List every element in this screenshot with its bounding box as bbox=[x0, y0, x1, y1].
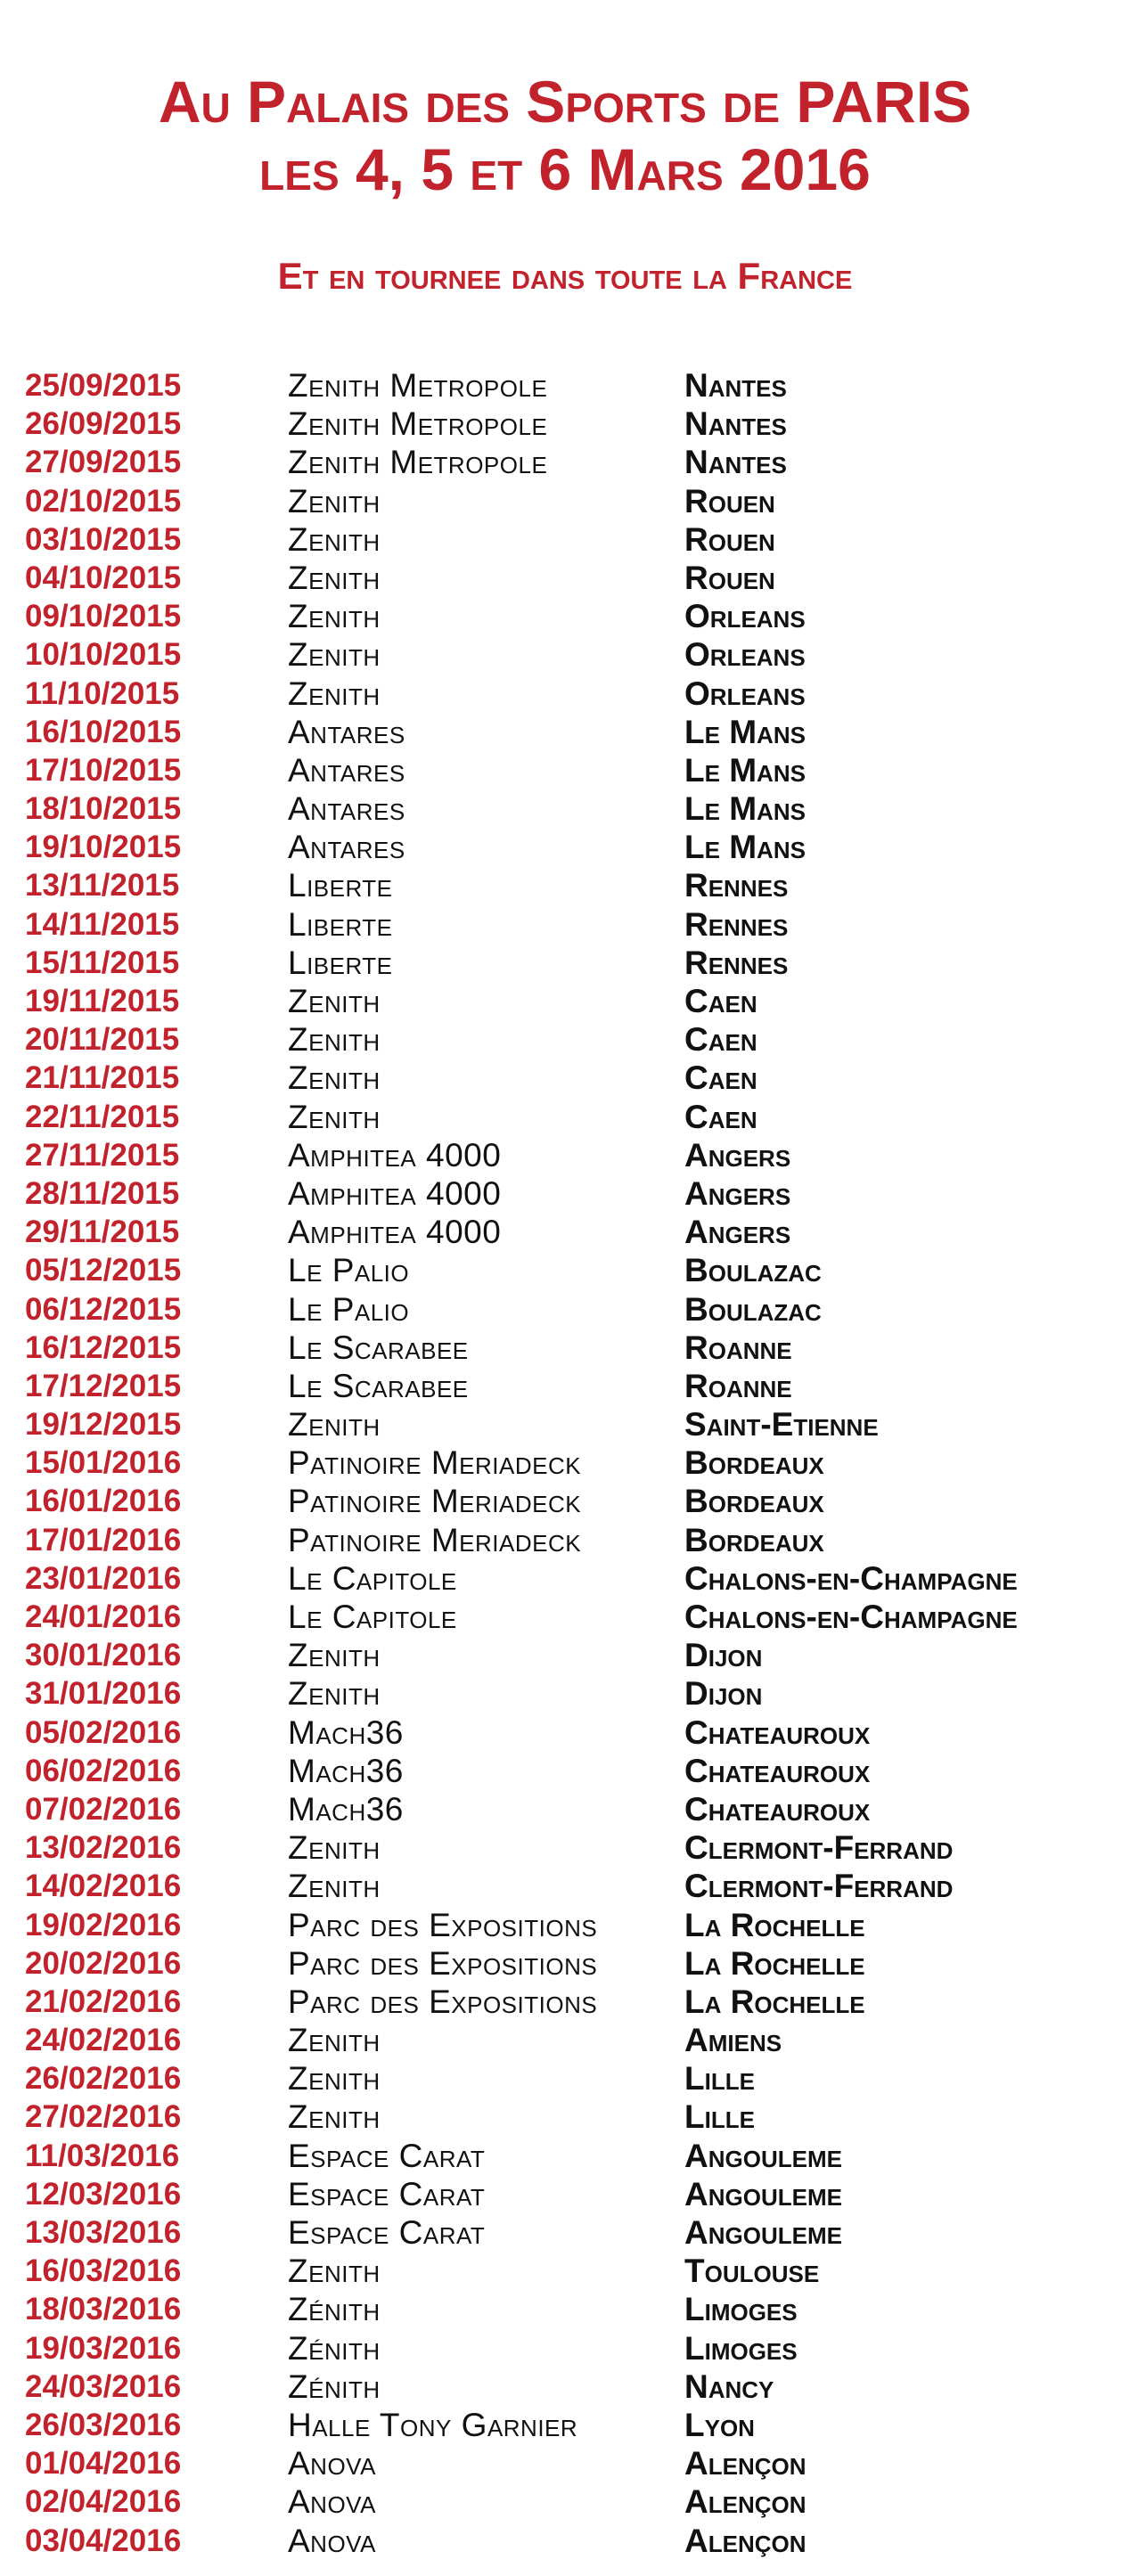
tour-date: 06/12/2015 bbox=[25, 1291, 182, 1327]
tour-venue: Espace Carat bbox=[288, 2137, 486, 2174]
tour-city: Limoges bbox=[684, 2329, 798, 2367]
tour-venue: Le Palio bbox=[288, 1252, 410, 1289]
tour-city: Chalons-en-Champagne bbox=[684, 1559, 1018, 1597]
tour-date: 04/10/2015 bbox=[25, 560, 182, 595]
tour-date: 10/10/2015 bbox=[25, 637, 182, 673]
tour-date: 27/09/2015 bbox=[25, 445, 182, 480]
tour-city: Rouen bbox=[684, 559, 775, 596]
tour-date: 17/10/2015 bbox=[25, 752, 182, 788]
tour-venue: Zenith bbox=[288, 675, 381, 712]
tour-date-row bbox=[0, 1983, 1130, 2021]
tour-city: Angers bbox=[684, 1174, 791, 1212]
tour-date-row bbox=[0, 1482, 1130, 1520]
tour-date: 05/02/2016 bbox=[25, 1714, 182, 1750]
tour-city: Chalons-en-Champagne bbox=[684, 1599, 1018, 1635]
tour-city: Clermont-Ferrand bbox=[684, 1868, 954, 1905]
tour-date-row bbox=[0, 1598, 1130, 1636]
tour-date-row bbox=[0, 1367, 1130, 1405]
tour-venue: Zenith bbox=[288, 983, 381, 1019]
tour-city: Angouleme bbox=[684, 2175, 842, 2212]
tour-city: La Rochelle bbox=[684, 1983, 865, 2020]
tour-date-row bbox=[0, 1059, 1130, 1097]
tour-venue: Le Capitole bbox=[288, 1599, 457, 1635]
tour-city: Chateauroux bbox=[684, 1752, 871, 1789]
tour-date-row bbox=[0, 2329, 1130, 2367]
tour-city: Angers bbox=[684, 1214, 791, 1251]
page-title: Au Palais des Sports de PARIS bbox=[158, 69, 972, 135]
tour-date-row bbox=[0, 2522, 1130, 2560]
tour-date-row bbox=[0, 1636, 1130, 1674]
tour-date-row bbox=[0, 1521, 1130, 1559]
tour-city: Nantes bbox=[684, 367, 787, 404]
tour-city: Angers bbox=[684, 1136, 791, 1174]
tour-date: 24/01/2016 bbox=[25, 1599, 182, 1634]
tour-city: Dijon bbox=[684, 1637, 763, 1674]
tour-venue: Zenith Metropole bbox=[288, 367, 548, 404]
tour-city: Orleans bbox=[684, 636, 806, 674]
tour-venue: Parc des Expositions bbox=[288, 1944, 598, 1982]
tour-city: Le Mans bbox=[684, 751, 806, 789]
tour-date: 19/03/2016 bbox=[25, 2330, 182, 2366]
tour-venue: Antares bbox=[288, 751, 405, 789]
tour-venue: Amphitea 4000 bbox=[288, 1214, 502, 1251]
tour-date-row bbox=[0, 559, 1130, 597]
tour-venue: Zénith bbox=[288, 2291, 381, 2328]
tour-venue: Le Capitole bbox=[288, 1559, 457, 1597]
tour-date-row bbox=[0, 1713, 1130, 1752]
tour-city: Orleans bbox=[684, 675, 806, 712]
tour-venue: Zenith bbox=[288, 2253, 381, 2290]
tour-date: 25/09/2015 bbox=[25, 368, 182, 403]
tour-venue: Mach36 bbox=[288, 1713, 404, 1751]
tour-date-row bbox=[0, 1251, 1130, 1289]
tour-date-row bbox=[0, 2290, 1130, 2328]
tour-date: 21/02/2016 bbox=[25, 1983, 182, 2019]
tour-date-row bbox=[0, 1559, 1130, 1598]
tour-date: 17/01/2016 bbox=[25, 1522, 182, 1558]
tour-date: 27/02/2016 bbox=[25, 2099, 182, 2135]
tour-city: Chateauroux bbox=[684, 1713, 871, 1751]
page-title-dates: les 4, 5 et 6 Mars 2016 bbox=[259, 136, 871, 202]
tour-venue: Zenith bbox=[288, 1637, 381, 1674]
tour-date: 13/02/2016 bbox=[25, 1830, 182, 1866]
tour-city: Angouleme bbox=[684, 2214, 842, 2251]
tour-date-row bbox=[0, 366, 1130, 405]
tour-date-row bbox=[0, 982, 1130, 1020]
tour-venue: Parc des Expositions bbox=[288, 1983, 598, 2020]
tour-date: 16/03/2016 bbox=[25, 2253, 182, 2289]
tour-venue: Zenith bbox=[288, 1829, 381, 1867]
tour-date: 20/02/2016 bbox=[25, 1945, 182, 1981]
tour-date-row bbox=[0, 2213, 1130, 2252]
tour-venue: Mach36 bbox=[288, 1790, 404, 1828]
tour-venue: Zenith bbox=[288, 2060, 381, 2098]
tour-venue: Parc des Expositions bbox=[288, 1906, 598, 1943]
tour-venue: Zenith Metropole bbox=[288, 405, 548, 443]
tour-venue: Patinoire Meriadeck bbox=[288, 1483, 582, 1520]
tour-date: 15/01/2016 bbox=[25, 1445, 182, 1481]
tour-city: Caen bbox=[684, 1021, 757, 1059]
tour-city: Alençon bbox=[684, 2483, 807, 2521]
tour-date: 02/10/2015 bbox=[25, 483, 182, 519]
tour-date: 24/02/2016 bbox=[25, 2023, 182, 2058]
tour-venue: Zenith bbox=[288, 559, 381, 596]
tour-venue: Liberte bbox=[288, 905, 393, 943]
tour-venue: Mach36 bbox=[288, 1752, 404, 1789]
tour-venue: Le Scarabee bbox=[288, 1367, 469, 1404]
tour-date: 24/03/2016 bbox=[25, 2368, 182, 2404]
tour-date-row bbox=[0, 1405, 1130, 1443]
tour-city: Bordeaux bbox=[684, 1444, 824, 1482]
tour-city: Boulazac bbox=[684, 1252, 822, 1289]
tour-date: 01/04/2016 bbox=[25, 2446, 182, 2482]
tour-date-row bbox=[0, 2406, 1130, 2444]
tour-venue: Zenith bbox=[288, 1021, 381, 1059]
tour-venue: Antares bbox=[288, 829, 405, 866]
tour-date: 17/12/2015 bbox=[25, 1368, 182, 1403]
tour-city: Rennes bbox=[684, 905, 789, 943]
tour-date-row bbox=[0, 905, 1130, 944]
tour-date-row bbox=[0, 1174, 1130, 1213]
tour-date: 26/02/2016 bbox=[25, 2061, 182, 2097]
tour-date: 30/01/2016 bbox=[25, 1638, 182, 1673]
tour-venue: Zenith bbox=[288, 636, 381, 674]
tour-date: 16/12/2015 bbox=[25, 1329, 182, 1365]
tour-date: 13/11/2015 bbox=[25, 868, 180, 904]
tour-city: Rouen bbox=[684, 520, 775, 558]
tour-venue: Zenith bbox=[288, 598, 381, 635]
tour-date-row bbox=[0, 2021, 1130, 2059]
tour-city: Alençon bbox=[684, 2522, 807, 2559]
tour-city: Boulazac bbox=[684, 1290, 822, 1328]
tour-venue: Espace Carat bbox=[288, 2214, 486, 2251]
tour-date-row bbox=[0, 443, 1130, 481]
tour-city: Le Mans bbox=[684, 713, 806, 750]
tour-date: 29/11/2015 bbox=[25, 1214, 180, 1250]
tour-date: 02/04/2016 bbox=[25, 2484, 182, 2520]
tour-venue: Le Scarabee bbox=[288, 1329, 469, 1366]
tour-date: 11/03/2016 bbox=[25, 2138, 180, 2173]
tour-venue: Zenith bbox=[288, 482, 381, 519]
tour-date-row bbox=[0, 751, 1130, 789]
tour-date: 03/10/2015 bbox=[25, 521, 182, 557]
tour-date-row bbox=[0, 1828, 1130, 1867]
tour-schedule bbox=[0, 366, 1130, 2560]
tour-date-row bbox=[0, 1790, 1130, 1828]
tour-city: Lille bbox=[684, 2098, 755, 2136]
tour-date-row bbox=[0, 1213, 1130, 1251]
tour-date: 19/11/2015 bbox=[25, 984, 180, 1018]
tour-venue: Halle Tony Garnier bbox=[288, 2406, 578, 2443]
tour-date-row bbox=[0, 2482, 1130, 2521]
tour-city: Alençon bbox=[684, 2445, 807, 2482]
tour-venue: Zenith Metropole bbox=[288, 444, 548, 481]
tour-venue: Anova bbox=[288, 2483, 376, 2521]
tour-date-row bbox=[0, 944, 1130, 982]
tour-date-row bbox=[0, 1944, 1130, 1983]
tour-venue: Le Palio bbox=[288, 1290, 410, 1328]
tour-city: Bordeaux bbox=[684, 1521, 824, 1558]
tour-date: 07/02/2016 bbox=[25, 1791, 182, 1827]
tour-venue: Liberte bbox=[288, 944, 393, 981]
tour-date: 13/03/2016 bbox=[25, 2215, 182, 2250]
tour-date: 14/02/2016 bbox=[25, 1869, 182, 1904]
tour-date-row bbox=[0, 1867, 1130, 1905]
tour-date: 06/02/2016 bbox=[25, 1753, 182, 1788]
tour-date-row bbox=[0, 2367, 1130, 2406]
tour-city: Roanne bbox=[684, 1367, 792, 1404]
tour-venue: Zenith bbox=[288, 1059, 381, 1097]
tour-date: 27/11/2015 bbox=[25, 1137, 180, 1173]
tour-date-row bbox=[0, 828, 1130, 866]
tour-city: Lille bbox=[684, 2060, 755, 2098]
tour-city: Caen bbox=[684, 1059, 757, 1097]
tour-city: Limoges bbox=[684, 2291, 798, 2328]
tour-date-row bbox=[0, 1020, 1130, 1059]
tour-date: 19/10/2015 bbox=[25, 830, 182, 865]
tour-date-row bbox=[0, 1136, 1130, 1174]
page-subtitle: Et en tournee dans toute la France bbox=[277, 255, 853, 297]
tour-date-row bbox=[0, 1290, 1130, 1329]
tour-date-row bbox=[0, 405, 1130, 443]
tour-date-row bbox=[0, 789, 1130, 828]
tour-venue: Liberte bbox=[288, 867, 393, 904]
tour-date: 16/01/2016 bbox=[25, 1484, 182, 1519]
tour-date-row bbox=[0, 1906, 1130, 1944]
tour-city: Clermont-Ferrand bbox=[684, 1829, 954, 1867]
tour-city: Saint-Etienne bbox=[684, 1406, 879, 1443]
tour-city: Caen bbox=[684, 983, 757, 1019]
tour-venue: Zenith bbox=[288, 1675, 381, 1713]
tour-date-row bbox=[0, 1752, 1130, 1790]
tour-city: Angouleme bbox=[684, 2137, 842, 2174]
tour-date-row bbox=[0, 713, 1130, 751]
tour-city: Amiens bbox=[684, 2022, 782, 2059]
tour-venue: Antares bbox=[288, 790, 405, 828]
tour-venue: Anova bbox=[288, 2522, 376, 2559]
tour-date: 19/02/2016 bbox=[25, 1907, 182, 1942]
tour-date: 16/10/2015 bbox=[25, 714, 182, 749]
tour-venue: Zenith bbox=[288, 2022, 381, 2059]
tour-date-row bbox=[0, 1443, 1130, 1482]
tour-date: 28/11/2015 bbox=[25, 1175, 180, 1211]
tour-city: Le Mans bbox=[684, 790, 806, 828]
tour-date: 12/03/2016 bbox=[25, 2176, 182, 2212]
tour-date: 18/10/2015 bbox=[25, 791, 182, 827]
tour-venue: Espace Carat bbox=[288, 2175, 486, 2212]
tour-date-row bbox=[0, 482, 1130, 520]
tour-date: 11/10/2015 bbox=[25, 675, 180, 711]
tour-date-row bbox=[0, 1329, 1130, 1367]
tour-venue: Zenith bbox=[288, 1098, 381, 1135]
tour-city: Roanne bbox=[684, 1329, 792, 1366]
tour-date: 18/03/2016 bbox=[25, 2292, 182, 2327]
tour-venue: Patinoire Meriadeck bbox=[288, 1444, 582, 1482]
tour-city: Caen bbox=[684, 1098, 757, 1135]
tour-date-row bbox=[0, 2252, 1130, 2290]
tour-date-row bbox=[0, 2059, 1130, 2098]
tour-venue: Zenith bbox=[288, 1868, 381, 1905]
tour-city: Rennes bbox=[684, 944, 789, 981]
tour-city: Toulouse bbox=[684, 2253, 820, 2290]
tour-venue: Zenith bbox=[288, 520, 381, 558]
tour-date: 03/04/2016 bbox=[25, 2523, 182, 2558]
tour-date: 26/09/2015 bbox=[25, 406, 182, 442]
tour-city: Bordeaux bbox=[684, 1483, 824, 1520]
tour-venue: Zénith bbox=[288, 2367, 381, 2405]
tour-date-row bbox=[0, 1098, 1130, 1136]
tour-city: Dijon bbox=[684, 1675, 763, 1713]
tour-city: Le Mans bbox=[684, 829, 806, 866]
tour-date: 20/11/2015 bbox=[25, 1022, 180, 1058]
tour-venue: Anova bbox=[288, 2445, 376, 2482]
tour-date: 31/01/2016 bbox=[25, 1676, 182, 1712]
tour-city: Orleans bbox=[684, 598, 806, 635]
tour-date-row bbox=[0, 635, 1130, 674]
tour-date: 15/11/2015 bbox=[25, 945, 180, 980]
tour-date-row bbox=[0, 597, 1130, 635]
tour-date-row bbox=[0, 675, 1130, 713]
tour-date: 09/10/2015 bbox=[25, 599, 182, 634]
tour-city: Nantes bbox=[684, 444, 787, 481]
tour-date: 22/11/2015 bbox=[25, 1099, 180, 1134]
tour-date-row bbox=[0, 2137, 1130, 2175]
tour-venue: Zénith bbox=[288, 2329, 381, 2367]
tour-date: 23/01/2016 bbox=[25, 1560, 182, 1596]
tour-city: Chateauroux bbox=[684, 1790, 871, 1828]
tour-venue: Patinoire Meriadeck bbox=[288, 1521, 582, 1558]
tour-city: Rennes bbox=[684, 867, 789, 904]
tour-city: Rouen bbox=[684, 482, 775, 519]
tour-city: Lyon bbox=[684, 2406, 755, 2443]
tour-date-row bbox=[0, 2175, 1130, 2213]
tour-city: La Rochelle bbox=[684, 1944, 865, 1982]
tour-venue: Antares bbox=[288, 713, 405, 750]
tour-venue: Zenith bbox=[288, 2098, 381, 2136]
tour-date: 19/12/2015 bbox=[25, 1407, 182, 1443]
tour-city: Nantes bbox=[684, 405, 787, 443]
tour-date-row bbox=[0, 520, 1130, 559]
tour-city: Nancy bbox=[684, 2367, 774, 2405]
tour-date: 14/11/2015 bbox=[25, 906, 180, 942]
tour-date-row bbox=[0, 866, 1130, 904]
tour-date-row bbox=[0, 2098, 1130, 2136]
tour-date-row bbox=[0, 2444, 1130, 2482]
tour-date: 05/12/2015 bbox=[25, 1253, 182, 1288]
tour-city: La Rochelle bbox=[684, 1906, 865, 1943]
tour-venue: Zenith bbox=[288, 1406, 381, 1443]
tour-date: 21/11/2015 bbox=[25, 1060, 180, 1096]
tour-date-row bbox=[0, 1674, 1130, 1713]
tour-venue: Amphitea 4000 bbox=[288, 1174, 502, 1212]
tour-date: 26/03/2016 bbox=[25, 2407, 182, 2442]
tour-venue: Amphitea 4000 bbox=[288, 1136, 502, 1174]
